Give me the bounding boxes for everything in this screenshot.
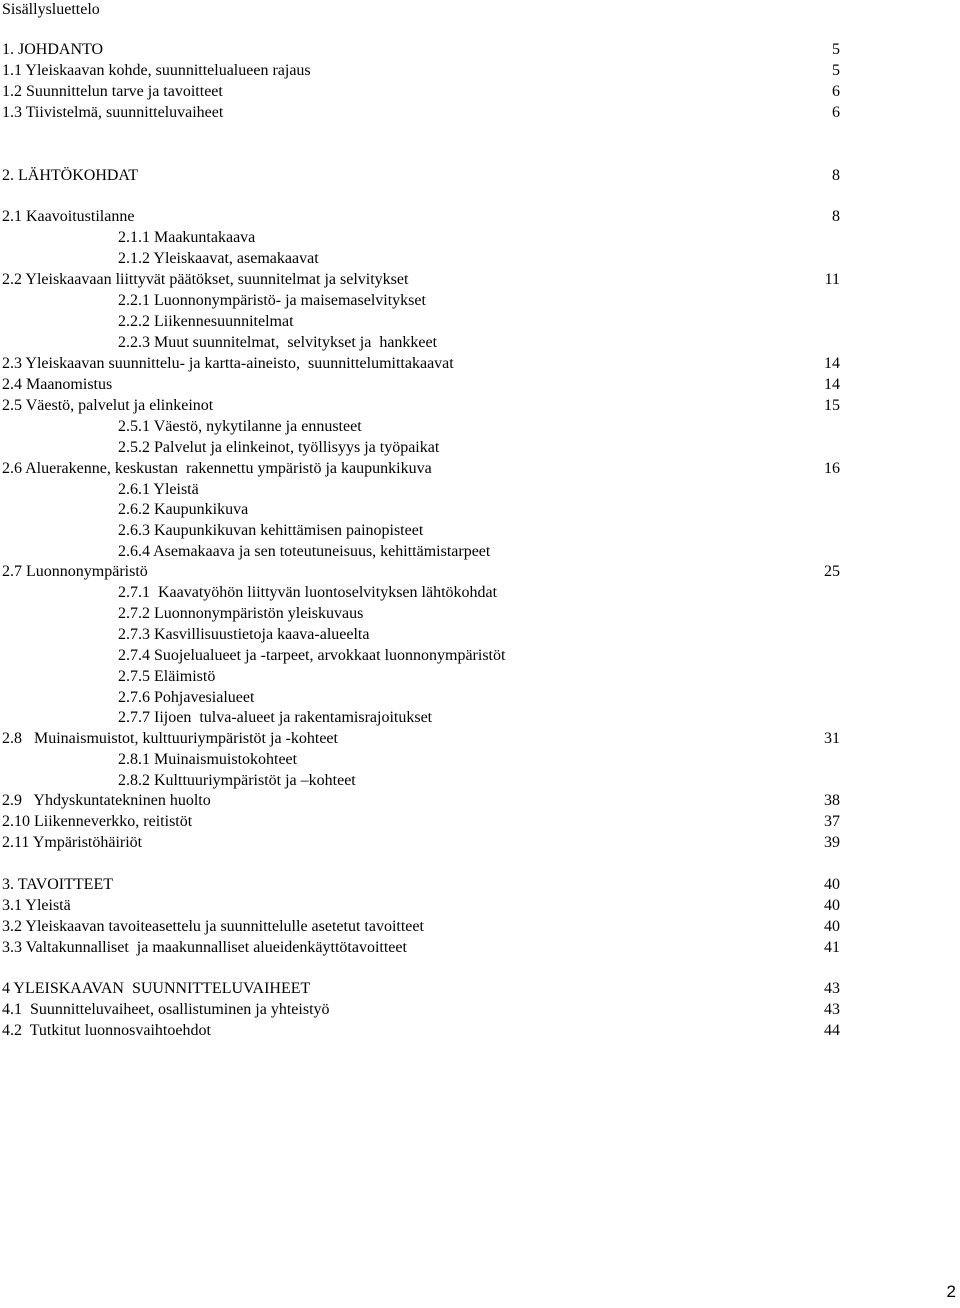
toc-entry[interactable] xyxy=(0,228,860,248)
toc-entry[interactable] xyxy=(0,438,860,458)
toc-entry-title: 2.5 Väestö, palvelut ja elinkeinot xyxy=(2,397,214,414)
toc-entry-page: 15 xyxy=(824,397,840,414)
page-number: 2 xyxy=(946,1282,956,1301)
toc-entry-page: 38 xyxy=(824,792,840,809)
toc-entry[interactable] xyxy=(0,604,860,624)
toc-entry[interactable] xyxy=(0,771,860,791)
toc-entry[interactable] xyxy=(0,417,860,437)
toc-entry-page: 43 xyxy=(824,980,840,997)
toc-entry[interactable] xyxy=(0,61,860,81)
toc-entry[interactable] xyxy=(0,40,860,60)
toc-entry-title: 1.2 Suunnittelun tarve ja tavoitteet xyxy=(2,83,223,100)
toc-entry[interactable] xyxy=(0,207,860,227)
toc-entry-title: 2.6.4 Asemakaava ja sen toteutuneisuus, kehittämistarpeet xyxy=(118,543,491,560)
toc-entry[interactable] xyxy=(0,750,860,770)
toc-entry[interactable] xyxy=(0,375,860,395)
toc-entry[interactable] xyxy=(0,396,860,416)
toc-entry[interactable] xyxy=(0,979,860,999)
toc-entry-page: 5 xyxy=(832,41,840,58)
toc-entry-title: 2.2.1 Luonnonympäristö- ja maisemaselvitykset xyxy=(118,292,426,309)
toc-entry-page: 14 xyxy=(824,376,840,393)
toc-entry[interactable] xyxy=(0,459,860,479)
toc-entry[interactable] xyxy=(0,480,860,500)
toc-entry[interactable] xyxy=(0,82,860,102)
toc-entry-title: 2.7 Luonnonympäristö xyxy=(2,563,148,580)
toc-entry[interactable] xyxy=(0,1021,860,1041)
toc-entry-title: 2.8 Muinaismuistot, kulttuuriympäristöt ja -kohteet xyxy=(2,730,338,747)
toc-entry-title: 2.7.5 Eläimistö xyxy=(118,668,216,685)
toc-entry-title: 4 YLEISKAAVAN SUUNNITTELUVAIHEET xyxy=(2,980,311,997)
toc-entry-title: 2.11 Ympäristöhäiriöt xyxy=(2,834,143,851)
toc-entry-title: 2.1.2 Yleiskaavat, asemakaavat xyxy=(118,250,319,267)
toc-entry-page: 8 xyxy=(832,208,840,225)
toc-entry-page: 6 xyxy=(832,83,840,100)
toc-entry-page: 8 xyxy=(832,167,840,184)
toc-entry-page: 40 xyxy=(824,876,840,893)
toc-entry-page: 5 xyxy=(832,62,840,79)
toc-entry-title: 2.8.1 Muinaismuistokohteet xyxy=(118,751,298,768)
toc-entry[interactable] xyxy=(0,917,860,937)
toc-entry-title: 2.5.2 Palvelut ja elinkeinot, työllisyys ja työpaikat xyxy=(118,439,440,456)
toc-entry-title: 2.7.3 Kasvillisuustietoja kaava-alueelta xyxy=(118,626,370,643)
toc-entry-title: 2.6.2 Kaupunkikuva xyxy=(118,501,249,518)
toc-entry-title: 2.10 Liikenneverkko, reitistöt xyxy=(2,813,193,830)
toc-entry[interactable] xyxy=(0,103,860,123)
toc-entry[interactable] xyxy=(0,270,860,290)
toc-entry-page: 40 xyxy=(824,918,840,935)
toc-entry-title: 2.2.2 Liikennesuunnitelmat xyxy=(118,313,294,330)
toc-entry-title: 2.6 Aluerakenne, keskustan rakennettu ympäristö ja kaupunkikuva xyxy=(2,460,432,477)
toc-entry-title: 3. TAVOITTEET xyxy=(2,876,113,893)
toc-entry-page: 11 xyxy=(824,271,840,288)
toc-entry-title: 2.6.1 Yleistä xyxy=(118,481,199,498)
toc-entry-page: 40 xyxy=(824,897,840,914)
toc-entry-title: 4.2 Tutkitut luonnosvaihtoehdot xyxy=(2,1022,211,1039)
toc-entry-page: 43 xyxy=(824,1001,840,1018)
toc-entry[interactable] xyxy=(0,500,860,520)
toc-entry-title: 1.1 Yleiskaavan kohde, suunnittelualueen rajaus xyxy=(2,62,311,79)
toc-entry-title: 1.3 Tiivistelmä, suunnitteluvaiheet xyxy=(2,104,224,121)
toc-entry[interactable] xyxy=(0,166,860,186)
toc-entry-page: 44 xyxy=(824,1022,840,1039)
toc-entry[interactable] xyxy=(0,688,860,708)
toc-entry-title: 3.1 Yleistä xyxy=(2,897,71,914)
toc-entry[interactable] xyxy=(0,729,860,749)
toc-entry-page: 6 xyxy=(832,104,840,121)
toc-entry-title: 3.3 Valtakunnalliset ja maakunnalliset alueidenkäyttötavoitteet xyxy=(2,939,407,956)
toc-entry[interactable] xyxy=(0,646,860,666)
toc-entry[interactable] xyxy=(0,312,860,332)
toc-entry-title: 2.1.1 Maakuntakaava xyxy=(118,229,256,246)
toc-entry[interactable] xyxy=(0,896,860,916)
toc-entry[interactable] xyxy=(0,521,860,541)
toc-entry-title: 2.3 Yleiskaavan suunnittelu- ja kartta-aineisto, suunnittelumittakaavat xyxy=(2,355,454,372)
toc-entry-title: 2.7.2 Luonnonympäristön yleiskuvaus xyxy=(118,605,364,622)
toc-entry-title: 2.7.4 Suojelualueet ja -tarpeet, arvokkaat luonnonympäristöt xyxy=(118,647,506,664)
toc-entry-page: 25 xyxy=(824,563,840,580)
toc-entry-title: 2.7.6 Pohjavesialueet xyxy=(118,689,255,706)
toc-entry[interactable] xyxy=(0,625,860,645)
toc-entry[interactable] xyxy=(0,333,860,353)
toc-entry-title: 2.2 Yleiskaavaan liittyvät päätökset, suunnitelmat ja selvitykset xyxy=(2,271,409,288)
toc-entry[interactable] xyxy=(0,708,860,728)
toc-entry[interactable] xyxy=(0,938,860,958)
toc-entry-title: 2.8.2 Kulttuuriympäristöt ja –kohteet xyxy=(118,772,356,789)
toc-entry-title: 2.6.3 Kaupunkikuvan kehittämisen painopisteet xyxy=(118,522,424,539)
toc-entry[interactable] xyxy=(0,812,860,832)
toc-entry-title: 2.1 Kaavoitustilanne xyxy=(2,208,135,225)
toc-entry-title: 2.7.1 Kaavatyöhön liittyvän luontoselvityksen lähtökohdat xyxy=(118,584,498,601)
toc-entry-title: 2.4 Maanomistus xyxy=(2,376,113,393)
toc-entry-title: 3.2 Yleiskaavan tavoiteasettelu ja suunnittelulle asetetut tavoitteet xyxy=(2,918,424,935)
toc-entry[interactable] xyxy=(0,667,860,687)
toc-entry-page: 31 xyxy=(824,730,840,747)
toc-entry-title: 2.7.7 Iijoen tulva-alueet ja rakentamisrajoitukset xyxy=(118,709,433,726)
toc-entry-title: 4.1 Suunnitteluvaiheet, osallistuminen ja yhteistyö xyxy=(2,1001,330,1018)
toc-entry[interactable] xyxy=(0,833,860,853)
toc-entry-title: 1. JOHDANTO xyxy=(2,41,104,58)
toc-entry-page: 37 xyxy=(824,813,840,830)
toc-entry[interactable] xyxy=(0,583,860,603)
toc-entry[interactable] xyxy=(0,542,860,562)
toc-entry[interactable] xyxy=(0,791,860,811)
page-title: Sisällysluettelo xyxy=(2,1,100,18)
toc-entry[interactable] xyxy=(0,562,860,582)
toc-entry[interactable] xyxy=(0,875,860,895)
toc-entry-title: 2.9 Yhdyskuntatekninen huolto xyxy=(2,792,211,809)
toc-entry-page: 14 xyxy=(824,355,840,372)
toc-entry-title: 2. LÄHTÖKOHDAT xyxy=(2,167,138,184)
toc-entry[interactable] xyxy=(0,354,860,374)
toc-entry[interactable] xyxy=(0,291,860,311)
toc-entry-title: 2.5.1 Väestö, nykytilanne ja ennusteet xyxy=(118,418,362,435)
toc-entry-page: 16 xyxy=(824,460,840,477)
toc-entry-title: 2.2.3 Muut suunnitelmat, selvitykset ja hankkeet xyxy=(118,334,438,351)
toc-entry-page: 39 xyxy=(824,834,840,851)
toc-entry-page: 41 xyxy=(824,939,840,956)
toc-entry[interactable] xyxy=(0,249,860,269)
toc-entry[interactable] xyxy=(0,1000,860,1020)
